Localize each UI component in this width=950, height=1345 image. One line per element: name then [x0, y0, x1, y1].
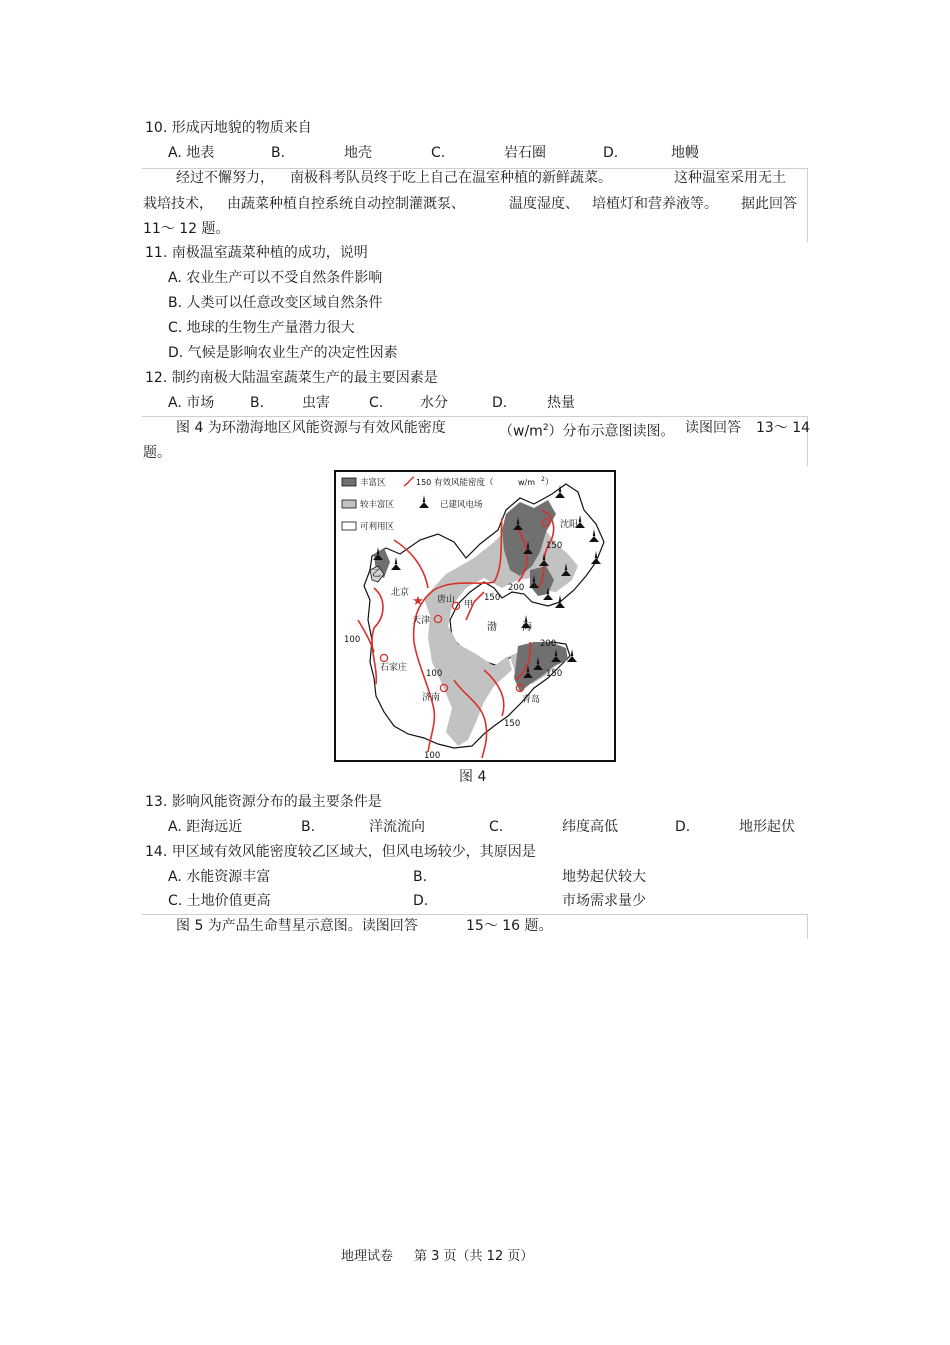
passage3-line1b: 15～ 16 题。 — [466, 918, 553, 934]
q13-option-c-letter: C. — [489, 819, 504, 835]
q10-option-b: 地壳 — [344, 145, 372, 161]
passage2-line1e: 13～ 14 — [756, 420, 811, 436]
label-qingdao: 青岛 — [522, 695, 541, 705]
isoline-label-150-se2: 150 — [504, 719, 521, 729]
passage2-line1d: 读图回答 — [685, 420, 741, 436]
label-beijing: 北京 — [391, 588, 410, 598]
label-tangshan: 唐山 — [437, 595, 456, 605]
label-shijiazhuang: 石家庄 — [380, 663, 408, 673]
isoline-label-200-n: 200 — [508, 583, 525, 593]
q11-option-d: D. 气候是影响农业生产的决定性因素 — [168, 345, 398, 361]
q10-stem: 10. 形成丙地貌的物质来自 — [145, 120, 312, 136]
q11-option-c: C. 地球的生物生产量潜力很大 — [168, 320, 355, 336]
q11-option-b: B. 人类可以任意改变区域自然条件 — [168, 295, 383, 311]
label-jinan: 济南 — [422, 693, 441, 703]
passage1-line2c: 温度湿度、 — [509, 196, 579, 212]
q10-option-d-letter: D. — [603, 145, 619, 161]
q12-option-a: A. 市场 — [168, 395, 215, 411]
label-yi: 乙 — [372, 569, 382, 579]
legend-usable-label: 可利用区 — [360, 522, 395, 532]
q13-option-c: 纬度高低 — [562, 819, 618, 835]
q13-option-b-letter: B. — [301, 819, 316, 835]
wind-energy-map — [334, 470, 616, 762]
q10-option-c-letter: C. — [431, 145, 446, 161]
isoline-label-150-mid: 150 — [484, 593, 501, 603]
footer-page-number: 第 3 页（共 12 页） — [414, 1249, 534, 1264]
q14-option-b: 地势起伏较大 — [562, 869, 646, 885]
label-bo: 渤 — [487, 622, 497, 633]
footer-subject: 地理试卷 — [341, 1249, 394, 1264]
q11-stem: 11. 南极温室蔬菜种植的成功，说明 — [145, 245, 368, 261]
q14-option-d: 市场需求量少 — [562, 893, 646, 909]
passage1-line2d: 培植灯和营养液等。 — [592, 196, 718, 212]
q12-option-d-letter: D. — [492, 395, 508, 411]
legend-usable-swatch — [342, 522, 356, 530]
q14-option-c: C. 土地价值更高 — [168, 893, 271, 909]
label-hai: 海 — [522, 622, 532, 633]
legend-rich-label: 丰富区 — [360, 478, 386, 488]
q12-option-c-letter: C. — [369, 395, 384, 411]
q14-stem: 14. 甲区域有效风能密度较乙区域大，但风电场较少，其原因是 — [145, 844, 536, 860]
label-shenyang: 沈阳 — [560, 520, 579, 530]
legend-isoline-unit: w/m — [518, 478, 536, 487]
q14-option-b-letter: B. — [413, 869, 428, 885]
legend-wind-farm-label: 已建风电场 — [440, 500, 483, 510]
q11-option-a: A. 农业生产可以不受自然条件影响 — [168, 270, 383, 286]
figure-caption: 图 4 — [459, 769, 487, 785]
passage1-line2e: 据此回答 — [741, 196, 797, 212]
passage1-line1c: 这种温室采用无土 — [674, 170, 786, 186]
q12-option-b: 虫害 — [302, 395, 330, 411]
q12-stem: 12. 制约南极大陆温室蔬菜生产的最主要因素是 — [145, 370, 438, 386]
passage1-line2a: 栽培技术， — [143, 196, 213, 212]
legend-fairly-rich-label: 较丰富区 — [360, 500, 395, 510]
isoline-label-100-s: 100 — [424, 751, 441, 761]
passage2-line2: 题。 — [143, 445, 171, 461]
q12-option-b-letter: B. — [250, 395, 265, 411]
passage1-line3: 11～ 12 题。 — [143, 221, 230, 237]
q12-option-c: 水分 — [420, 395, 448, 411]
q13-option-d-letter: D. — [675, 819, 691, 835]
isoline-label-150-ne: 150 — [546, 541, 563, 551]
label-tianjin: 天津 — [412, 616, 431, 626]
q13-option-b: 洋流流向 — [369, 819, 425, 835]
q12-option-d: 热量 — [547, 395, 575, 411]
beijing-star-icon: ★ — [412, 594, 424, 609]
legend-isoline-value: 150 — [416, 478, 432, 487]
q10-option-c: 岩石圈 — [504, 145, 546, 161]
passage3-line1a: 图 5 为产品生命彗星示意图。读图回答 — [176, 918, 418, 934]
passage2-line1a: 图 4 为环渤海地区风能资源与有效风能密度 — [176, 420, 446, 436]
q13-stem: 13. 影响风能资源分布的最主要条件是 — [145, 794, 382, 810]
q13-option-a: A. 距海远近 — [168, 819, 243, 835]
passage1-line2b: 由蔬菜种植自控系统自动控制灌溉泵、 — [227, 196, 465, 212]
passage1-line1b: 南极科考队员终于吃上自己在温室种植的新鲜蔬菜。 — [290, 170, 612, 186]
legend-isoline-label: 有效风能密度（ — [434, 478, 494, 488]
q10-option-a: A. 地表 — [168, 145, 215, 161]
isoline-label-100-c: 100 — [426, 669, 443, 679]
q14-option-a: A. 水能资源丰富 — [168, 869, 271, 885]
q10-option-d: 地幔 — [671, 145, 699, 161]
passage1-line1a: 经过不懈努力， — [176, 170, 274, 186]
passage2-unit: $(w/m^2)$分布示意图读图。 — [499, 423, 675, 440]
isoline-label-100-w: 100 — [344, 635, 361, 645]
isoline-label-150-se1: 150 — [546, 669, 563, 679]
q10-option-b-letter: B. — [271, 145, 286, 161]
q13-option-d: 地形起伏 — [739, 819, 795, 835]
isoline-label-200-e: 200 — [540, 639, 557, 649]
legend-isoline-unit-sup: 2 — [541, 476, 545, 483]
legend-fairly-rich-swatch — [342, 500, 356, 508]
legend-isoline-close: ） — [545, 478, 554, 488]
q14-option-d-letter: D. — [413, 893, 429, 909]
label-jia: 甲 — [464, 600, 474, 610]
legend-rich-swatch — [342, 478, 356, 486]
